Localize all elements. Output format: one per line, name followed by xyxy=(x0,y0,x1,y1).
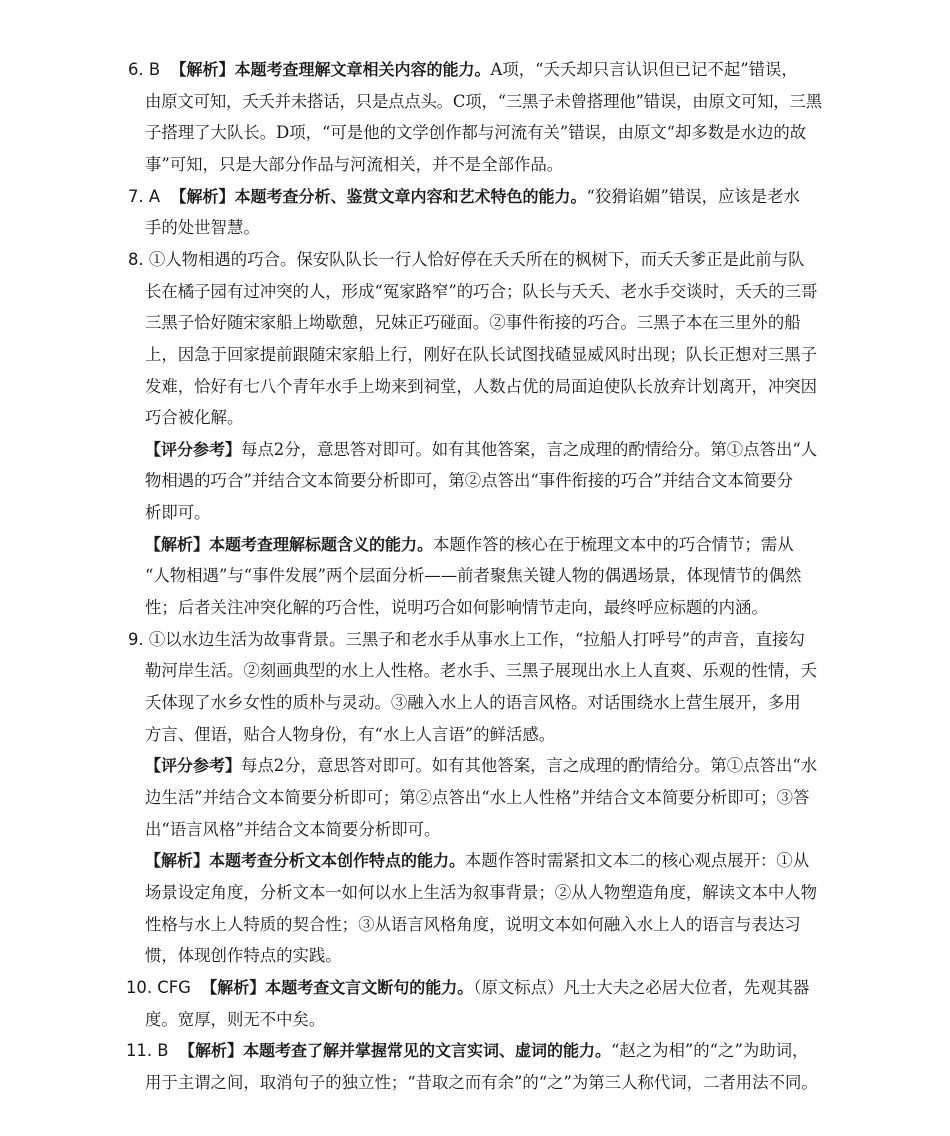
body-text: 性；后者关注冲突化解的巧合性，说明巧合如何影响情节走向，最终呼应标题的内涵。 xyxy=(145,598,768,618)
body-text: （原文标点）凡士大夫之必居大位者，先观其器 xyxy=(473,977,810,997)
body-text: “赵之为相”的“之”为助词， xyxy=(610,1041,809,1061)
bold-heading: 【评分参考】 xyxy=(145,756,242,776)
body-text: 边生活”并结合文本简要分析即可；第②点答出“水上人性格”并结合文本简要分析即可；③答 xyxy=(145,787,810,807)
bold-heading: 【解析】本题考查分析文本创作特点的能力。 xyxy=(145,851,466,871)
text-line xyxy=(145,559,822,593)
item-number: 8. xyxy=(128,249,149,269)
text-line xyxy=(145,148,822,182)
text-line xyxy=(145,275,822,309)
item-number: 6. B xyxy=(128,60,171,79)
body-text: 物相遇的巧合”并结合文本简要分析即可，第②点答出“事件衔接的巧合”并结合文本简要分 xyxy=(145,471,793,491)
text-line xyxy=(145,876,822,910)
body-text: 勒河岸生活。②刻画典型的水上人性格。老水手、三黑子展现出水上人直爽、乐观的性情，夭 xyxy=(145,661,818,681)
text-line xyxy=(145,85,822,119)
text-line xyxy=(145,528,822,562)
body-text: “狡猾谄媚”错误，应该是老水 xyxy=(586,186,800,206)
body-text: 本题作答的核心在于梳理文本中的巧合情节；需从 xyxy=(433,534,794,554)
text-line xyxy=(145,939,822,973)
body-text: 出“语言风格”并结合文本简要分析即可。 xyxy=(145,819,441,839)
text-line xyxy=(145,591,822,625)
body-text: ①以水边生活为故事背景。三黑子和老水手从事水上工作，“拉船人打呼号”的声音，直接勾 xyxy=(148,629,805,649)
text-line xyxy=(126,1034,822,1068)
bold-heading: 【解析】本题考查文言文断句的能力。 xyxy=(201,977,474,997)
item-number: 10. CFG xyxy=(126,977,202,997)
text-line xyxy=(145,211,822,245)
body-text: 发难，恰好有七八个青年水手上坳来到祠堂，人数占优的局面迫使队长放弃计划离开，冲突因 xyxy=(145,376,818,396)
body-text: 每点2分，意思答对即可。如有其他答案，言之成理的酌情给分。第①点答出“水 xyxy=(241,756,818,776)
text-line xyxy=(145,338,822,372)
text-line xyxy=(145,1003,822,1037)
body-text: 上，因急于回家提前跟随宋家船上行，刚好在队长试图找碴显威风时出现；队长正想对三黑子 xyxy=(145,344,818,364)
text-line xyxy=(145,496,822,530)
bold-heading: 【解析】本题考查理解文章相关内容的能力。 xyxy=(170,60,491,79)
body-text: 方言、俚语，贴合人物身份，有“水上人言语”的鲜活感。 xyxy=(145,724,556,744)
text-line xyxy=(128,53,822,87)
body-text: 巧合被化解。 xyxy=(145,408,244,428)
text-line xyxy=(145,749,822,783)
text-line xyxy=(128,180,822,214)
body-text: 每点2分，意思答对即可。如有其他答案，言之成理的酌情给分。第①点答出“人 xyxy=(241,439,818,459)
body-text: 三黑子恰好随宋家船上坳歇憩，兄妹正巧碰面。②事件衔接的巧合。三黑子本在三里外的船 xyxy=(145,313,801,333)
bold-heading: 【解析】本题考查理解标题含义的能力。 xyxy=(145,534,434,554)
text-line xyxy=(145,654,822,688)
text-line xyxy=(145,1066,822,1100)
body-text: ①人物相遇的巧合。保安队队长一行人恰好停在夭夭所在的枫树下，而夭夭爹正是此前与队 xyxy=(148,249,805,269)
body-text: 本题作答时需紧扣文本二的核心观点展开：①从 xyxy=(465,851,810,871)
text-line xyxy=(145,908,822,942)
body-text: A项，“夭夭却只言认识但已记不起”错误， xyxy=(490,60,798,79)
item-number: 9. xyxy=(128,629,149,649)
item-number: 11. B xyxy=(126,1041,179,1061)
text-line xyxy=(145,686,822,720)
body-text: “人物相遇”与“事件发展”两个层面分析——前者聚焦关键人物的偶遇场景，体现情节的偶然 xyxy=(145,566,802,586)
text-line xyxy=(128,243,822,277)
body-text: 析即可。 xyxy=(145,503,211,523)
body-text: 由原文可知，夭夭并未搭话，只是点点头。C项，“三黑子未曾搭理他”错误，由原文可知，三黑 xyxy=(145,91,822,111)
text-line xyxy=(145,718,822,752)
text-line xyxy=(145,306,822,340)
text-line xyxy=(126,971,822,1005)
text-line xyxy=(145,813,822,847)
text-line xyxy=(145,116,822,150)
body-text: 度。宽厚，则无不中矣。 xyxy=(145,1009,326,1029)
text-line xyxy=(145,844,822,878)
body-text: 性格与水上人特质的契合性；③从语言风格角度，说明文本如何融入水上人的语言与表达习 xyxy=(145,914,801,934)
text-line xyxy=(145,464,822,498)
bold-heading: 【解析】本题考查分析、鉴赏文章内容和艺术特色的能力。 xyxy=(170,186,587,206)
body-text: 事”可知，只是大部分作品与河流相关，并不是全部作品。 xyxy=(145,154,564,174)
text-line xyxy=(145,433,822,467)
bold-heading: 【评分参考】 xyxy=(145,439,242,459)
body-text: 手的处世智慧。 xyxy=(145,218,260,238)
body-text: 夭体现了水乡女性的质朴与灵动。③融入水上人的语言风格。对话围绕水上营生展开，多用 xyxy=(145,693,801,712)
bold-heading: 【解析】本题考查了解并掌握常见的文言实词、虚词的能力。 xyxy=(178,1041,611,1061)
text-line xyxy=(145,781,822,815)
body-text: 场景设定角度，分析文本一如何以水上生活为叙事背景；②从人物塑造角度，解读文本中人物 xyxy=(145,882,818,902)
text-line xyxy=(128,623,822,657)
body-text: 子搭理了大队长。D项，“可是他的文学创作都与河流有关”错误，由原文“却多数是水边的故 xyxy=(145,123,807,143)
item-number: 7. A xyxy=(128,186,171,206)
body-text: 用于主谓之间，取消句子的独立性；“昔取之而有余”的“之”为第三人称代词，二者用法不同。 xyxy=(145,1072,818,1092)
text-line xyxy=(145,370,822,404)
text-line xyxy=(145,401,822,435)
body-text: 惯，体现创作特点的实践。 xyxy=(145,946,342,966)
body-text: 长在橘子园有过冲突的人，形成“冤家路窄”的巧合；队长与夭夭、老水手交谈时，夭夭的三哥 xyxy=(145,281,818,301)
